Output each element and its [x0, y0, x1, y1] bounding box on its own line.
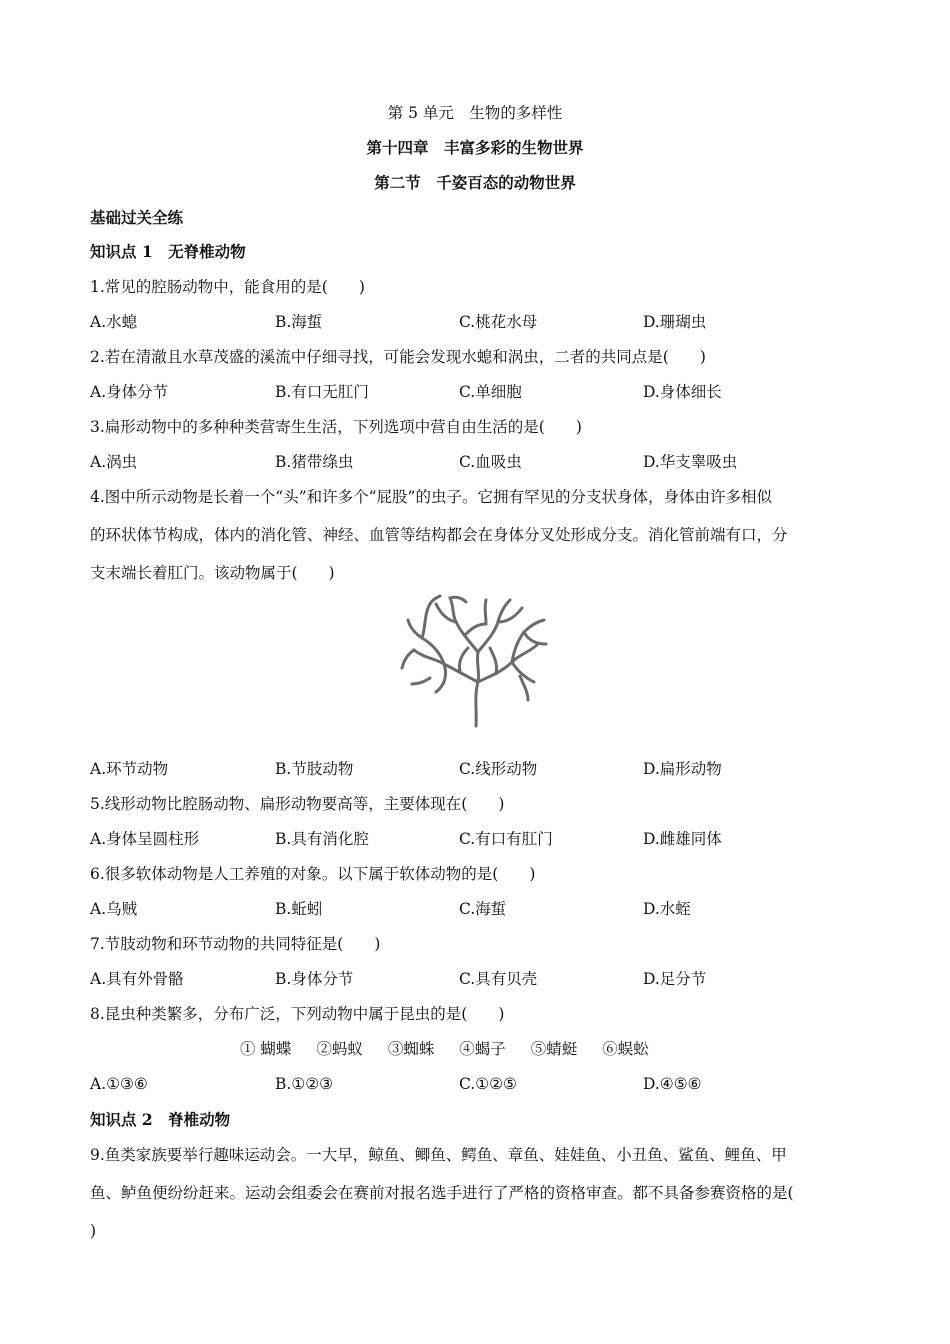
question-1: 1.常见的腔肠动物中，能食用的是( ): [90, 278, 365, 296]
option-c: C.桃花水母: [459, 313, 538, 331]
option-d: D.身体细长: [643, 383, 722, 401]
option-a: A.①③⑥: [90, 1075, 148, 1093]
question-9-line-3: ): [90, 1222, 97, 1240]
option-b: B.蚯蚓: [275, 900, 323, 918]
option-c: C.具有贝壳: [459, 970, 538, 988]
question-4-line-1: 4.图中所示动物是长着一个“头”和许多个“屁股”的虫子。它拥有罕见的分支状身体，身体由许多相似: [90, 488, 772, 506]
option-a: A.乌贼: [90, 900, 138, 918]
option-a: A.涡虫: [90, 453, 138, 471]
option-b: B.有口无肛门: [275, 383, 369, 401]
option-c: C.血吸虫: [459, 453, 522, 471]
option-d: D.水蛭: [643, 900, 691, 918]
animal-item: ③蜘蛛: [387, 1040, 435, 1058]
option-d: D.扁形动物: [643, 760, 722, 778]
knowledge-point-1: 知识点 1 无脊椎动物: [90, 242, 246, 261]
question-2-options: [90, 382, 890, 402]
unit-title: 第 5 单元 生物的多样性: [387, 104, 563, 122]
question-1-options: [90, 312, 890, 332]
option-d: D.足分节: [643, 970, 707, 988]
question-9-line-1: 9.鱼类家族要举行趣味运动会。一大早，鲸鱼、鲫鱼、鳄鱼、章鱼、娃娃鱼、小丑鱼、鲨鱼、鲤鱼、甲: [90, 1146, 787, 1164]
section-title: 第二节 千姿百态的动物世界: [374, 173, 576, 192]
option-a: A.水螅: [90, 313, 138, 331]
question-4-line-2: 的环状体节构成，体内的消化管、神经、血管等结构都会在身体分叉处形成分支。消化管前端有口，分: [90, 526, 788, 544]
question-9-line-2: 鱼、鲈鱼便纷纷赶来。运动会组委会在赛前对报名选手进行了严格的资格审查。都不具备参赛资格的是(: [90, 1184, 794, 1202]
option-c: C.有口有肛门: [459, 830, 553, 848]
option-a: A.身体分节: [90, 383, 169, 401]
option-c: C.单细胞: [459, 383, 522, 401]
question-3-options: [90, 452, 890, 472]
option-a: A.环节动物: [90, 760, 169, 778]
practice-title: 基础过关全练: [90, 208, 184, 227]
question-7-options: [90, 969, 890, 989]
animal-item: ⑥蜈蚣: [602, 1040, 649, 1058]
option-b: B.身体分节: [275, 970, 354, 988]
question-2: 2.若在清澈且水草茂盛的溪流中仔细寻找，可能会发现水螅和涡虫，二者的共同点是( ): [90, 348, 706, 366]
question-7: 7.节肢动物和环节动物的共同特征是( ): [90, 935, 381, 953]
question-8-options: [90, 1074, 890, 1094]
question-3: 3.扁形动物中的多种种类营寄生生活，下列选项中营自由生活的是( ): [90, 418, 582, 436]
option-d: D.雌雄同体: [643, 830, 722, 848]
option-d: D.华支睾吸虫: [643, 453, 738, 471]
option-a: A.身体呈圆柱形: [90, 830, 200, 848]
question-4-options: [90, 759, 890, 779]
animal-item: ④蝎子: [459, 1040, 506, 1058]
option-b: B.具有消化腔: [275, 830, 369, 848]
option-d: D.珊瑚虫: [643, 313, 707, 331]
option-b: B.节肢动物: [275, 760, 354, 778]
question-6: 6.很多软体动物是人工养殖的对象。以下属于软体动物的是( ): [90, 865, 536, 883]
option-b: B.猪带绦虫: [275, 453, 354, 471]
animal-item: ⑤蜻蜓: [530, 1040, 578, 1058]
option-b: B.海蜇: [275, 313, 323, 331]
option-c: C.海蜇: [459, 900, 507, 918]
animal-item: ① 蝴蝶: [240, 1040, 292, 1058]
option-a: A.具有外骨骼: [90, 970, 184, 988]
option-c: C.①②⑤: [459, 1075, 517, 1093]
question-8: 8.昆虫种类繁多，分布广泛，下列动物中属于昆虫的是( ): [90, 1005, 505, 1023]
branching-worm-figure: [400, 592, 550, 730]
chapter-title: 第十四章 丰富多彩的生物世界: [366, 138, 584, 157]
knowledge-point-2: 知识点 2 脊椎动物: [90, 1110, 231, 1129]
question-4-line-3: 支末端长着肛门。该动物属于( ): [90, 564, 335, 582]
option-d: D.④⑤⑥: [643, 1075, 702, 1093]
option-b: B.①②③: [275, 1075, 334, 1093]
question-6-options: [90, 899, 890, 919]
question-5-options: [90, 829, 890, 849]
question-5: 5.线形动物比腔肠动物、扁形动物要高等，主要体现在( ): [90, 795, 505, 813]
question-8-animal-list: [240, 1039, 669, 1059]
animal-item: ②蚂蚁: [316, 1040, 363, 1058]
option-c: C.线形动物: [459, 760, 538, 778]
